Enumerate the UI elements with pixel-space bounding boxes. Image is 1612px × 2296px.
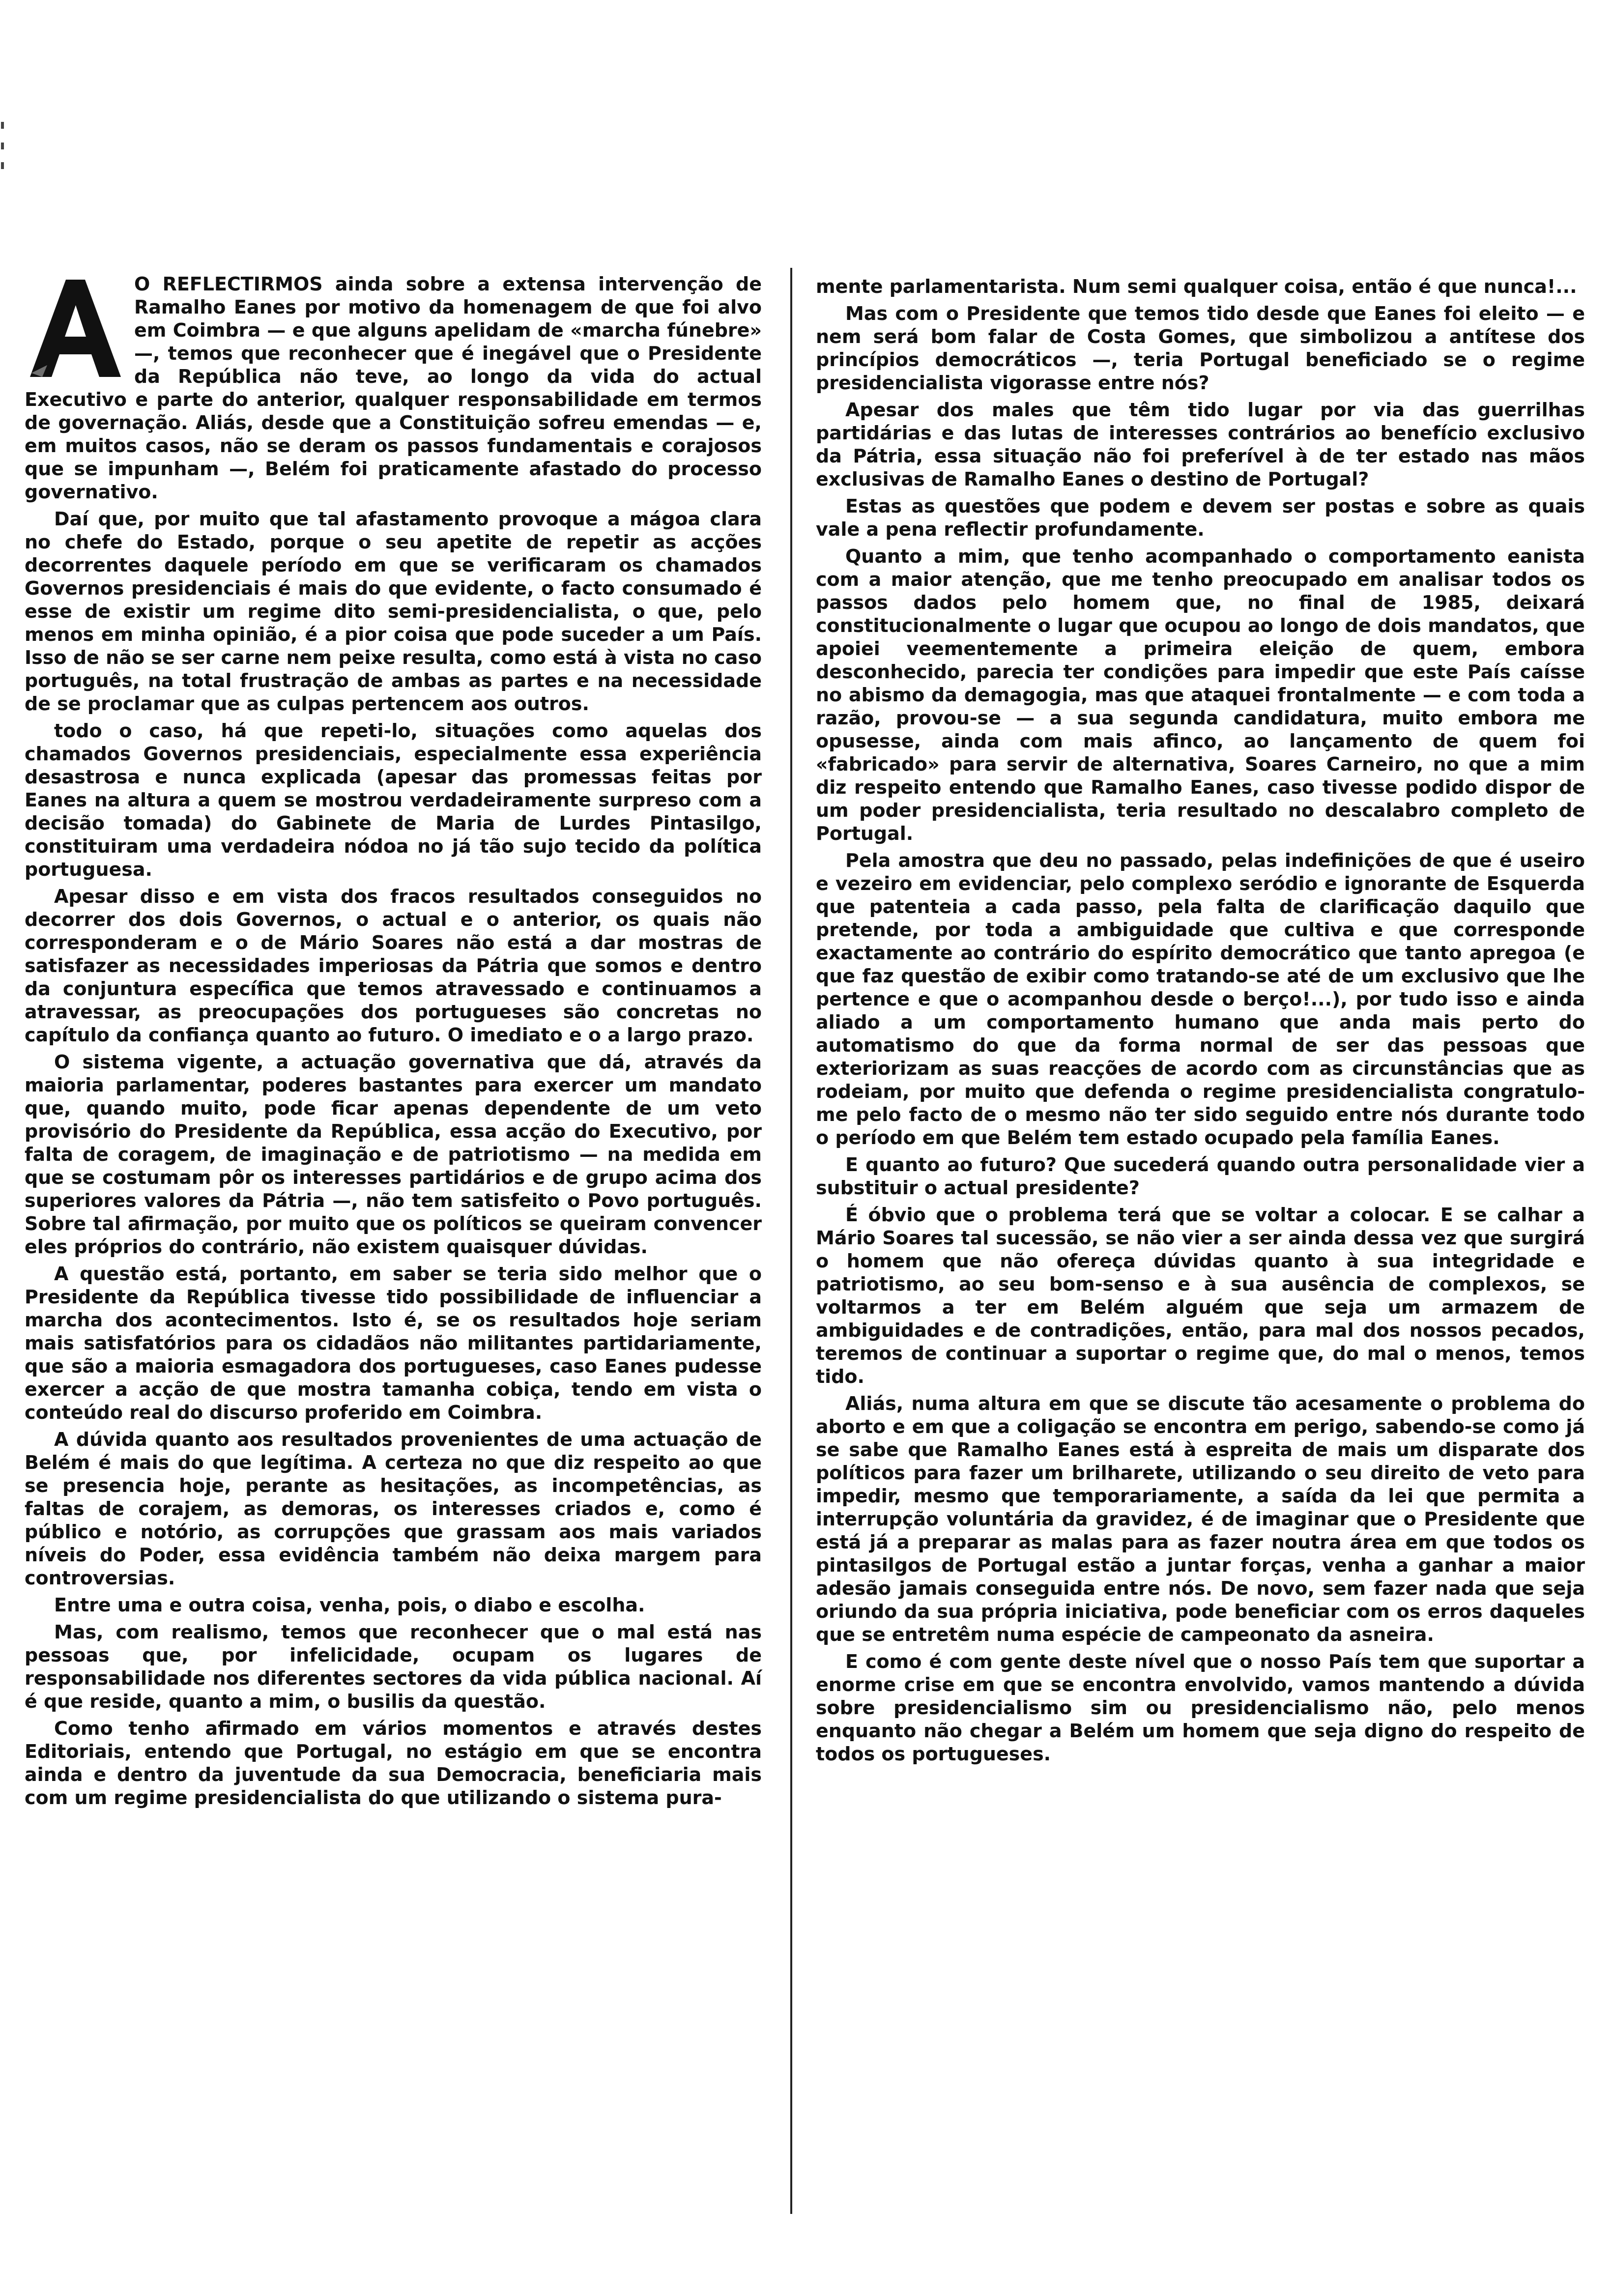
paragraph: Mas com o Presidente que temos tido desde que Eanes foi eleito — e nem será bom falar de Costa Gomes, que simbolizou a antítese dos princípios democráticos —, teria Portugal beneficiado se o regime presidencialista vigorasse entre nós? <box>816 303 1585 394</box>
paragraph: E como é com gente deste nível que o nosso País tem que suportar a enorme crise em que se encontra envolvido, vamos mantendo a dúvida sobre presidencialismo sim ou presidencialismo não, pelo menos enquanto não chegar a Belém um homem que seja digno do respeito de todos os portugueses. <box>816 1651 1585 1765</box>
paragraph: E quanto ao futuro? Que sucederá quando outra personalidade vier a substituir o actual presidente? <box>816 1154 1585 1199</box>
paragraph: todo o caso, há que repeti-lo, situações como aquelas dos chamados Governos presidenciais, especialmente essa experiência desastrosa e nunca explicada (apesar das promessas feitas por Eanes na altura a quem se mostrou verdadeiramente surpreso com a decisão tomada) do Gabinete de Maria de Lurdes Pintasilgo, constituiram uma verdadeira nódoa no já tão sujo tecido da política portuguesa. <box>25 720 762 880</box>
paragraph: Apesar dos males que têm tido lugar por via das guerrilhas partidárias e das lutas de interesses contrários ao benefício exclusivo da Pátria, essa situação não foi preferível à de ter estado nas mãos exclusivas de Ramalho Eanes o destino de Portugal? <box>816 399 1585 490</box>
paragraph: O REFLECTIRMOS ainda sobre a extensa intervenção de Ramalho Eanes por motivo da homenagem de que foi alvo em Coimbra — e que alguns apelidam de «marcha fúnebre» —, temos que reconhecer que é inegável que o Presidente da República não teve, ao longo da vida do actual Executivo e parte do anterior, qualquer responsabilidade em termos de governação. Aliás, desde que a Constituição sofreu emendas — e, em muitos casos, não se deram os passos fundamentais e corajosos que se impunham —, Belém foi praticamente afastado do processo governativo. <box>25 273 762 503</box>
paragraph: Estas as questões que podem e devem ser postas e sobre as quais vale a pena reflectir profundamente. <box>816 495 1585 540</box>
paragraph: Pela amostra que deu no passado, pelas indefinições de que é useiro e vezeiro em evidenciar, pelo complexo seródio e ignorante de Esquerda que patenteia a cada passo, pela falta de clarificação daquilo que pretende, por toda a ambiguidade que cultiva e que corresponde exactamente ao contrário do espírito democrático que tanto apregoa (e que faz questão de exibir como tratando-se até de um exclusivo que lhe pertence e que o acompanhou desde o berço!...), por tudo isso e ainda aliado a um comportamento humano que anda mais perto do automatismo do que da forma normal de ser das pessoas que exteriorizam as suas reacções de acordo com as circunstâncias que as rodeiam, por muito que defenda o regime presidencialista congratulo-me pelo facto de o mesmo não ter sido seguido entre nós durante todo o período em que Belém tem estado ocupado pela família Eanes. <box>816 850 1585 1148</box>
paragraph: Como tenho afirmado em vários momentos e através destes Editoriais, entendo que Portugal, no estágio em que se encontra ainda e dentro da juventude da sua Democracia, beneficiaria mais com um regime presidencialista do que utilizando o sistema pura- <box>25 1718 762 1808</box>
margin-mark <box>1 162 4 169</box>
paragraph: A dúvida quanto aos resultados provenientes de uma actuação de Belém é mais do que legítima. A certeza no que diz respeito ao que se presencia hoje, perante as hesitações, as incompetências, as faltas de corajem, as demoras, os interesses criados e, como é público e notório, as corrupções que grassam aos mais variados níveis do Poder, essa evidência também não deixa margem para controversias. <box>25 1429 762 1589</box>
paragraph: É óbvio que o problema terá que se voltar a colocar. E se calhar a Mário Soares tal sucessão, se não vier a ser ainda dessa vez que surgirá o homem que não ofereça dúvidas quanto à sua integridade e patriotismo, ao seu bom-senso e à sua ausência de complexos, se voltarmos a ter em Belém alguém que seja um armazem de ambiguidades e de contradições, então, para mal dos nossos pecados, teremos de continuar a suportar o regime que, do mal o menos, temos tido. <box>816 1204 1585 1387</box>
paragraph: A questão está, portanto, em saber se teria sido melhor que o Presidente da República tivesse tido possibilidade de influenciar a marcha dos acontecimentos. Isto é, se os resultados hoje seriam mais satisfatórios para os cidadãos não militantes partidariamente, que são a maioria esmagadora dos portugueses, caso Eanes pudesse exercer a acção de que mostra tamanha cobiça, tendo em vista o conteúdo real do discurso proferido em Coimbra. <box>25 1263 762 1423</box>
paragraph: mente parlamentarista. Num semi qualquer coisa, então é que nunca!... <box>816 276 1577 297</box>
paragraph: Daí que, por muito que tal afastamento provoque a mágoa clara no chefe do Estado, porque o seu apetite de repetir as acções decorrentes daquele período em que se verificaram os chamados Governos presidenciais é mais do que evidente, o facto consumado é esse de existir um regime dito semi-presidencialista, o que, pelo menos em minha opinião, é a pior coisa que pode suceder a um País. Isso de não se ser carne nem peixe resulta, como está à vista no caso português, na total frustração de ambas as partes e na necessidade de se proclamar que as culpas pertencem aos outros. <box>25 508 762 715</box>
paragraph: Mas, com realismo, temos que reconhecer que o mal está nas pessoas que, por infelicidade, ocupam os lugares de responsabilidade nos diferentes sectores da vida pública nacional. Aí é que reside, quanto a mim, o busilis da questão. <box>25 1621 762 1712</box>
margin-mark <box>1 143 4 149</box>
paragraph: Entre uma e outra coisa, venha, pois, o diabo e escolha. <box>54 1594 645 1616</box>
paragraph: Apesar disso e em vista dos fracos resultados conseguidos no decorrer dos dois Governos, o actual e o anterior, os quais não corresponderam e o de Mário Soares não está a dar mostras de satisfazer as necessidades imperiosas da Pátria que somos e dentro da conjuntura específica que temos atravessado e continuamos a atravessar, as preocupações dos portugueses são concretas no capítulo da confiança quanto ao futuro. O imediato e o a largo prazo. <box>25 886 762 1046</box>
paragraph: Aliás, numa altura em que se discute tão acesamente o problema do aborto e em que a coligação se encontra em perigo, sabendo-se como já se sabe que Ramalho Eanes está à espreita de mais um disparate dos políticos para fazer um brilharete, utilizando o seu direito de veto para impedir, mesmo que temporariamente, a saída da lei que permita a interrupção voluntária da gravidez, é de imaginar que o Presidente que está já a preparar as malas para as fazer noutra área em que todos os pintasilgos de Portugal estão a juntar forças, venha a ganhar a maior adesão jamais conseguida entre nós. De novo, sem fazer nada que seja oriundo da sua própria iniciativa, pode beneficiar com os erros daqueles que se entretêm numa espécie de campeonato da asneira. <box>816 1393 1585 1645</box>
dropcap <box>28 277 123 380</box>
column-divider <box>790 268 792 2214</box>
paragraph: Quanto a mim, que tenho acompanhado o comportamento eanista com a maior atenção, que me tenho preocupado em analisar todos os passos dados pelo homem que, no final de 1985, deixará constitucionalmente o lugar que ocupou ao longo de dois mandatos, que apoiei veementemente a primeira eleição de quem, embora desconhecido, parecia ter condições para impedir que este País caísse no abismo da demagogia, mas que ataquei frontalmente — e com toda a razão, provou-se — a sua segunda candidatura, muito embora me opusesse, ainda com mais afinco, ao lançamento de quem foi «fabricado» para servir de alternativa, Soares Carneiro, no que a mim diz respeito entendo que Ramalho Eanes, caso tivesse podido dispor de um poder presidencialista, teria resultado no descalabro completo de Portugal. <box>816 545 1585 844</box>
paragraph: O sistema vigente, a actuação governativa que dá, através da maioria parlamentar, poderes bastantes para exercer um mandato que, quando muito, pode ficar apenas dependente de um veto provisório do Presidente da República, essa acção do Executivo, por falta de coragem, de imaginação e de patriotismo — na medida em que se costumam pôr os interesses partidários e de grupo acima dos superiores valores da Pátria —, não tem satisfeito o Povo português. Sobre tal afirmação, por muito que os políticos se queiram convencer eles próprios do contrário, não existem quaisquer dúvidas. <box>25 1051 762 1258</box>
editorial-left-column <box>25 273 762 1813</box>
dropcap-letter-a <box>28 277 123 380</box>
editorial-right-column <box>816 275 1585 1770</box>
margin-mark <box>1 122 4 129</box>
